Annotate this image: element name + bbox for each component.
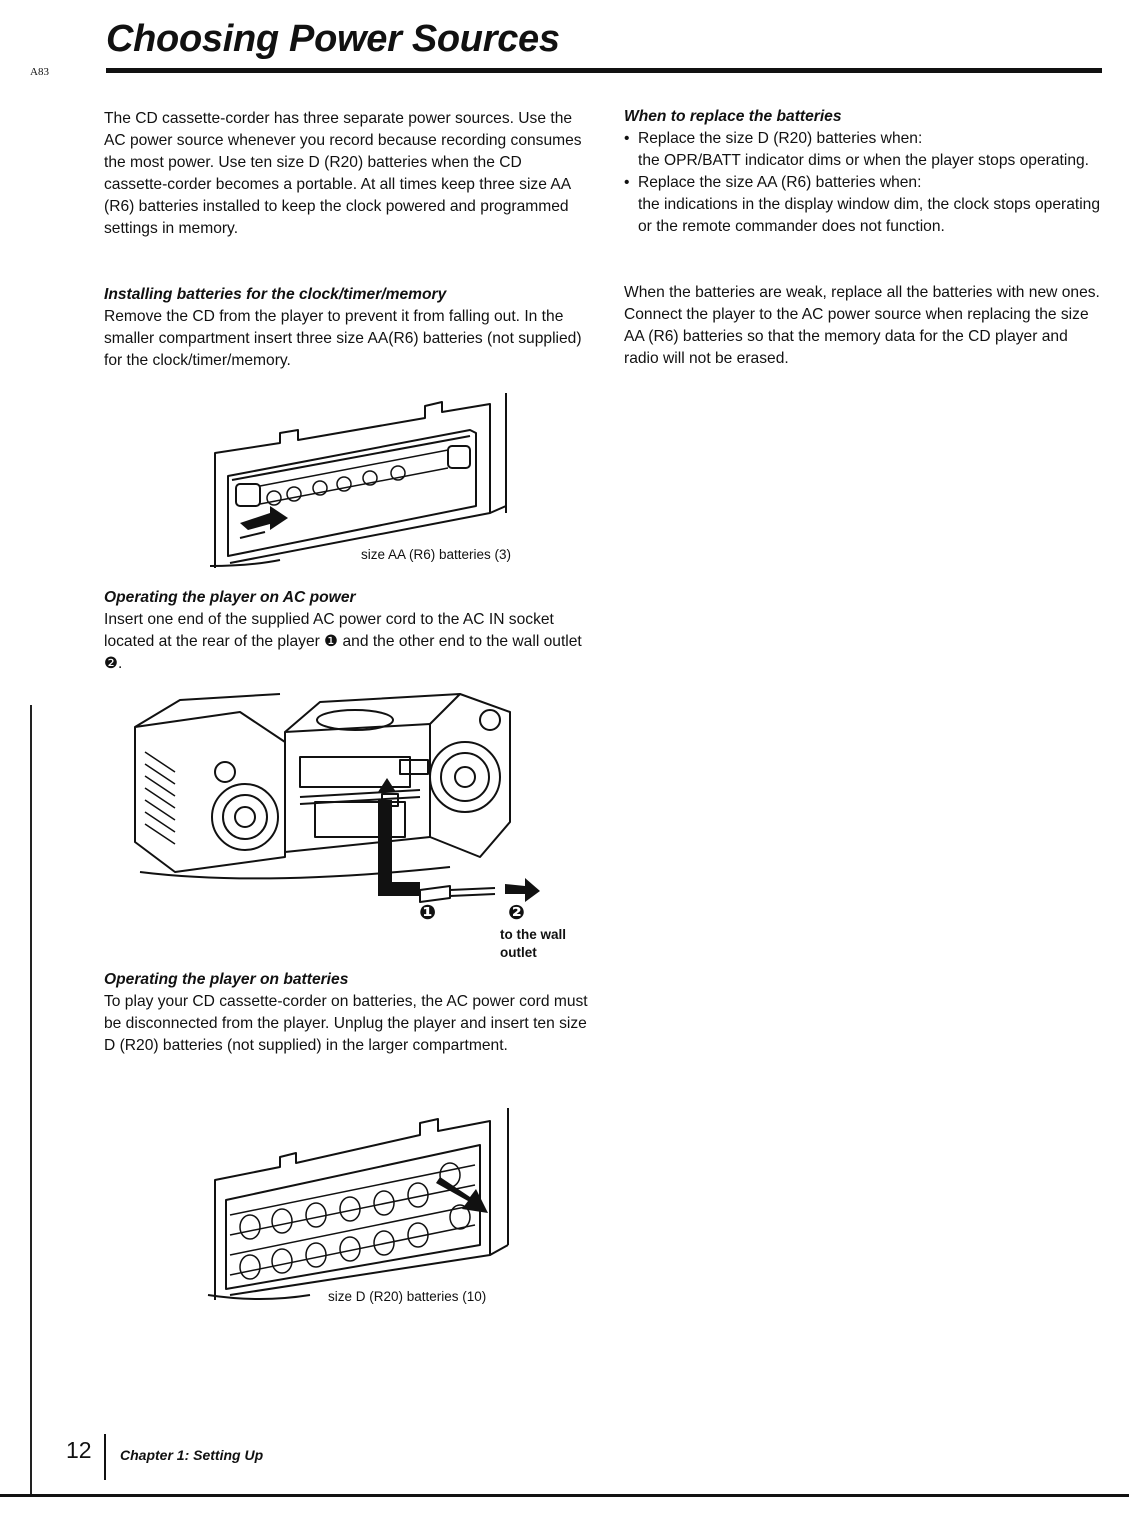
replace-item-detail: the OPR/BATT indicator dims or when the player stops operating. — [638, 152, 1089, 169]
ac-power-heading: Operating the player on AC power — [104, 589, 356, 606]
replace-heading: When to replace the batteries — [624, 108, 842, 125]
replace-batteries-section — [624, 106, 1104, 238]
install-section — [104, 284, 589, 372]
page-title: Choosing Power Sources — [106, 18, 560, 60]
footer-divider — [104, 1434, 106, 1480]
weak-batteries-section — [624, 282, 1104, 370]
margin-line — [30, 705, 32, 1495]
marker-2: ❷ — [508, 902, 525, 924]
replace-item-title: Replace the size AA (R6) batteries when: — [638, 174, 922, 191]
title-rule — [106, 68, 1102, 73]
bottom-rule — [0, 1494, 1129, 1497]
install-paragraph: Remove the CD from the player to prevent it from falling out. In the smaller compartment insert three size AA(R6) batteries (not supplied) for the clock/timer/memory. — [104, 308, 582, 369]
d-battery-caption: size D (R20) batteries (10) — [328, 1289, 487, 1304]
player-ac-connection-illustration — [120, 672, 560, 927]
chapter-label: Chapter 1: Setting Up — [120, 1447, 264, 1463]
install-heading: Installing batteries for the clock/timer/memory — [104, 286, 447, 303]
marker-1: ❶ — [419, 902, 436, 924]
replace-item-text — [638, 128, 1104, 172]
weak-batteries-paragraph: When the batteries are weak, replace all the batteries with new ones. Connect the player to the AC power source when replacing the size AA (R6) batteries so that the memory data for the CD player and radio will not be erased. — [624, 284, 1100, 367]
battery-power-section — [104, 969, 589, 1057]
replace-item — [624, 172, 1104, 238]
wall-outlet-caption: to the wall outlet — [500, 927, 567, 960]
page-code: A83 — [30, 66, 49, 78]
page-number: 12 — [66, 1437, 92, 1463]
battery-power-paragraph: To play your CD cassette-corder on batteries, the AC power cord must be disconnected from the player. Unplug the player and insert ten size D (R20) batteries (not supplied) in the larger compartment. — [104, 993, 588, 1054]
replace-item-title: Replace the size D (R20) batteries when: — [638, 130, 923, 147]
ac-power-section — [104, 587, 589, 675]
bullet-mark: • — [624, 174, 630, 191]
replace-item-text — [638, 172, 1104, 238]
intro-paragraph: The CD cassette-corder has three separate power sources. Use the AC power source whenever you record because recording consumes the most power. Use ten size D (R20) batteries when the CD cassette-corder becomes a portable. At all times keep three size AA (R6) batteries installed to keep the clock powered and programmed settings in memory. — [104, 110, 582, 237]
aa-battery-caption: size AA (R6) batteries (3) — [361, 547, 512, 562]
replace-item — [624, 128, 1104, 172]
battery-power-heading: Operating the player on batteries — [104, 971, 349, 988]
bullet-mark: • — [624, 130, 630, 147]
ac-power-paragraph: Insert one end of the supplied AC power cord to the AC IN socket located at the rear of the player ❶ and the other end to the wall outlet ❷. — [104, 611, 582, 672]
replace-item-detail: the indications in the display window dim, the clock stops operating or the remote commander does not function. — [638, 196, 1101, 235]
d-battery-compartment-illustration — [170, 1105, 530, 1305]
intro-section — [104, 108, 589, 240]
